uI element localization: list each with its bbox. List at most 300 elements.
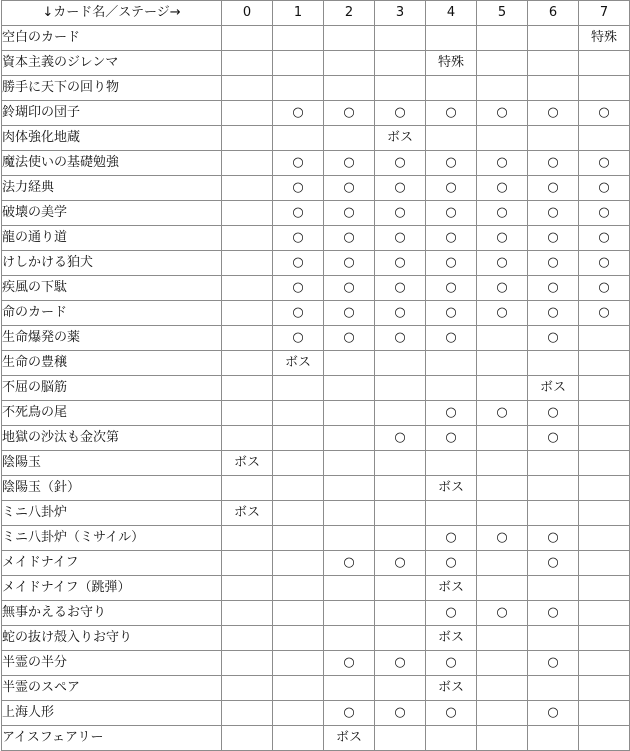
stage-cell: [273, 501, 324, 526]
stage-cell: ○: [426, 101, 477, 126]
stage-cell: ○: [528, 151, 579, 176]
card-name-cell: 陰陽玉: [2, 451, 222, 476]
stage-cell: [273, 451, 324, 476]
card-name-cell: 無事かえるお守り: [2, 601, 222, 626]
stage-cell: ○: [375, 701, 426, 726]
card-name-cell: 蛇の抜け殻入りお守り: [2, 626, 222, 651]
stage-cell: ○: [375, 651, 426, 676]
stage-cell: [579, 401, 630, 426]
stage-cell: [528, 76, 579, 101]
stage-cell: [579, 526, 630, 551]
stage-cell: [426, 376, 477, 401]
stage-header-0: 0: [222, 1, 273, 26]
stage-cell: ボス: [426, 626, 477, 651]
stage-cell: ○: [426, 226, 477, 251]
stage-cell: ○: [426, 426, 477, 451]
stage-cell: [375, 376, 426, 401]
stage-cell: [273, 601, 324, 626]
stage-cell: [222, 526, 273, 551]
stage-cell: [324, 501, 375, 526]
stage-cell: [477, 476, 528, 501]
card-stage-table: [1, 0, 630, 751]
card-name-cell: メイドナイフ: [2, 551, 222, 576]
stage-header-6: 6: [528, 1, 579, 26]
card-name-cell: 半霊のスペア: [2, 676, 222, 701]
stage-cell: [375, 576, 426, 601]
header-row: [2, 1, 630, 26]
stage-cell: [273, 51, 324, 76]
table-row: [2, 176, 630, 201]
stage-cell: [273, 376, 324, 401]
stage-cell: [528, 26, 579, 51]
table-row: [2, 301, 630, 326]
stage-cell: ○: [477, 226, 528, 251]
stage-cell: ○: [477, 251, 528, 276]
stage-cell: [426, 26, 477, 51]
stage-cell: ○: [426, 651, 477, 676]
stage-cell: [375, 626, 426, 651]
stage-cell: [426, 451, 477, 476]
table-row: [2, 401, 630, 426]
table-row: [2, 376, 630, 401]
card-name-cell: 半霊の半分: [2, 651, 222, 676]
stage-cell: [222, 376, 273, 401]
stage-cell: [477, 376, 528, 401]
stage-cell: [273, 426, 324, 451]
stage-cell: [477, 626, 528, 651]
stage-cell: [579, 426, 630, 451]
stage-cell: ○: [477, 401, 528, 426]
stage-cell: ○: [426, 601, 477, 626]
stage-cell: [579, 326, 630, 351]
table-row: [2, 101, 630, 126]
stage-cell: [222, 726, 273, 751]
stage-cell: [222, 701, 273, 726]
stage-cell: [222, 176, 273, 201]
stage-cell: [579, 126, 630, 151]
stage-cell: ○: [528, 526, 579, 551]
stage-cell: [528, 626, 579, 651]
stage-cell: [273, 26, 324, 51]
stage-cell: [477, 351, 528, 376]
stage-cell: [222, 651, 273, 676]
stage-cell: [324, 676, 375, 701]
stage-cell: ボス: [324, 726, 375, 751]
stage-cell: [222, 676, 273, 701]
stage-cell: ○: [324, 326, 375, 351]
stage-cell: ボス: [426, 676, 477, 701]
stage-cell: [579, 551, 630, 576]
stage-cell: [375, 676, 426, 701]
stage-cell: ○: [579, 276, 630, 301]
stage-cell: [222, 301, 273, 326]
table-row: [2, 126, 630, 151]
stage-cell: [375, 601, 426, 626]
table-row: [2, 526, 630, 551]
stage-cell: [477, 451, 528, 476]
card-name-cell: 鈴瑚印の団子: [2, 101, 222, 126]
stage-cell: [324, 26, 375, 51]
table-row: [2, 251, 630, 276]
stage-cell: [477, 51, 528, 76]
stage-cell: ○: [477, 276, 528, 301]
table-row: [2, 476, 630, 501]
card-name-cell: 空白のカード: [2, 26, 222, 51]
stage-cell: ○: [273, 201, 324, 226]
stage-cell: ○: [375, 301, 426, 326]
stage-cell: [477, 676, 528, 701]
table-row: [2, 151, 630, 176]
table-row: [2, 501, 630, 526]
stage-cell: ○: [273, 276, 324, 301]
stage-cell: ○: [426, 276, 477, 301]
stage-cell: [222, 401, 273, 426]
stage-cell: [324, 51, 375, 76]
stage-cell: [324, 76, 375, 101]
stage-cell: [477, 726, 528, 751]
stage-cell: [579, 601, 630, 626]
stage-cell: ○: [426, 551, 477, 576]
stage-cell: [528, 51, 579, 76]
card-name-cell: 陰陽玉（針）: [2, 476, 222, 501]
table-row: [2, 26, 630, 51]
stage-cell: [426, 351, 477, 376]
table-row: [2, 701, 630, 726]
stage-cell: ○: [579, 176, 630, 201]
stage-cell: [222, 76, 273, 101]
stage-header-3: 3: [375, 1, 426, 26]
stage-cell: [375, 351, 426, 376]
stage-cell: ○: [579, 301, 630, 326]
stage-cell: [375, 526, 426, 551]
stage-cell: [426, 501, 477, 526]
stage-cell: [222, 201, 273, 226]
stage-cell: [324, 351, 375, 376]
card-name-cell: 地獄の沙汰も金次第: [2, 426, 222, 451]
card-name-cell: ミニ八卦炉（ミサイル）: [2, 526, 222, 551]
stage-cell: [222, 26, 273, 51]
stage-cell: [426, 726, 477, 751]
stage-cell: [273, 551, 324, 576]
table-row: [2, 76, 630, 101]
stage-cell: [579, 451, 630, 476]
stage-cell: [222, 51, 273, 76]
stage-cell: [273, 126, 324, 151]
stage-cell: [222, 101, 273, 126]
stage-header-1: 1: [273, 1, 324, 26]
stage-cell: ○: [477, 101, 528, 126]
card-name-cell: 破壊の美学: [2, 201, 222, 226]
stage-cell: [324, 576, 375, 601]
table-row: [2, 726, 630, 751]
stage-cell: [477, 126, 528, 151]
stage-cell: ボス: [426, 576, 477, 601]
stage-cell: ○: [426, 526, 477, 551]
stage-cell: [579, 626, 630, 651]
stage-cell: [222, 151, 273, 176]
stage-cell: ボス: [426, 476, 477, 501]
stage-cell: ○: [426, 251, 477, 276]
stage-cell: ○: [426, 301, 477, 326]
stage-cell: [222, 351, 273, 376]
stage-cell: [273, 526, 324, 551]
card-name-cell: 魔法使いの基礎勉強: [2, 151, 222, 176]
stage-cell: ○: [273, 176, 324, 201]
stage-cell: [273, 576, 324, 601]
table-row: [2, 276, 630, 301]
stage-header-2: 2: [324, 1, 375, 26]
stage-cell: ○: [528, 226, 579, 251]
stage-cell: ○: [528, 326, 579, 351]
card-name-cell: 生命爆発の薬: [2, 326, 222, 351]
table-row: [2, 676, 630, 701]
stage-cell: [324, 376, 375, 401]
stage-cell: ボス: [222, 451, 273, 476]
stage-cell: [324, 451, 375, 476]
stage-cell: [477, 576, 528, 601]
stage-cell: [528, 501, 579, 526]
stage-cell: ○: [273, 301, 324, 326]
stage-cell: ○: [528, 101, 579, 126]
stage-cell: ○: [528, 551, 579, 576]
card-name-cell: 資本主義のジレンマ: [2, 51, 222, 76]
stage-cell: ○: [375, 251, 426, 276]
stage-cell: [222, 226, 273, 251]
stage-cell: [273, 76, 324, 101]
card-name-cell: ミニ八卦炉: [2, 501, 222, 526]
card-name-cell: 肉体強化地蔵: [2, 126, 222, 151]
stage-cell: ○: [579, 151, 630, 176]
stage-cell: [222, 626, 273, 651]
stage-cell: ○: [324, 651, 375, 676]
stage-cell: [477, 551, 528, 576]
stage-cell: [579, 351, 630, 376]
stage-cell: ○: [477, 601, 528, 626]
card-name-cell: メイドナイフ（跳弾）: [2, 576, 222, 601]
card-name-cell: 不死鳥の尾: [2, 401, 222, 426]
card-name-cell: 不屈の脳筋: [2, 376, 222, 401]
stage-cell: 特殊: [426, 51, 477, 76]
stage-cell: ○: [426, 151, 477, 176]
card-name-cell: けしかける狛犬: [2, 251, 222, 276]
stage-cell: ○: [477, 151, 528, 176]
table-row: [2, 326, 630, 351]
card-name-cell: 龍の通り道: [2, 226, 222, 251]
table-row: [2, 51, 630, 76]
stage-cell: ○: [528, 176, 579, 201]
stage-cell: [324, 426, 375, 451]
stage-cell: [222, 126, 273, 151]
stage-cell: ○: [579, 201, 630, 226]
stage-cell: [579, 726, 630, 751]
stage-cell: [324, 401, 375, 426]
stage-cell: [222, 576, 273, 601]
stage-cell: [222, 551, 273, 576]
stage-cell: ○: [426, 401, 477, 426]
stage-cell: ○: [324, 226, 375, 251]
stage-cell: ○: [324, 551, 375, 576]
stage-cell: [528, 451, 579, 476]
stage-cell: [273, 651, 324, 676]
stage-cell: [477, 26, 528, 51]
stage-cell: ○: [426, 701, 477, 726]
stage-cell: [528, 576, 579, 601]
stage-cell: [528, 126, 579, 151]
stage-cell: ○: [324, 276, 375, 301]
stage-cell: [426, 76, 477, 101]
stage-cell: ○: [528, 601, 579, 626]
stage-cell: ○: [375, 551, 426, 576]
stage-cell: ○: [528, 401, 579, 426]
stage-cell: [375, 476, 426, 501]
stage-cell: [273, 701, 324, 726]
stage-cell: [528, 351, 579, 376]
stage-cell: [324, 476, 375, 501]
table-row: [2, 576, 630, 601]
stage-cell: ○: [375, 176, 426, 201]
card-name-cell: アイスフェアリー: [2, 726, 222, 751]
card-name-cell: 勝手に天下の回り物: [2, 76, 222, 101]
stage-cell: [477, 701, 528, 726]
stage-cell: [222, 326, 273, 351]
stage-header-7: 7: [579, 1, 630, 26]
stage-cell: 特殊: [579, 26, 630, 51]
stage-cell: [477, 76, 528, 101]
header-corner-label: ↓カード名／ステージ→: [2, 1, 222, 26]
stage-cell: ○: [477, 526, 528, 551]
stage-cell: ボス: [528, 376, 579, 401]
stage-cell: ○: [273, 251, 324, 276]
card-name-cell: 法力経典: [2, 176, 222, 201]
stage-cell: ○: [426, 176, 477, 201]
stage-cell: [273, 401, 324, 426]
stage-cell: [579, 376, 630, 401]
stage-cell: [273, 726, 324, 751]
stage-cell: ○: [273, 226, 324, 251]
stage-cell: ○: [528, 651, 579, 676]
stage-cell: ○: [528, 301, 579, 326]
stage-cell: ○: [324, 251, 375, 276]
table-row: [2, 351, 630, 376]
stage-cell: [375, 51, 426, 76]
table-row: [2, 426, 630, 451]
stage-cell: [528, 476, 579, 501]
table-row: [2, 201, 630, 226]
stage-cell: ○: [324, 301, 375, 326]
stage-cell: ○: [273, 326, 324, 351]
stage-cell: ○: [528, 701, 579, 726]
stage-cell: [375, 501, 426, 526]
stage-cell: ○: [477, 301, 528, 326]
stage-cell: ○: [528, 201, 579, 226]
stage-cell: [477, 501, 528, 526]
stage-cell: [222, 476, 273, 501]
stage-cell: [222, 251, 273, 276]
stage-cell: [273, 676, 324, 701]
stage-cell: [375, 451, 426, 476]
stage-cell: [579, 651, 630, 676]
stage-cell: [273, 626, 324, 651]
stage-cell: [477, 426, 528, 451]
stage-cell: [579, 576, 630, 601]
stage-cell: [375, 726, 426, 751]
stage-header-4: 4: [426, 1, 477, 26]
stage-cell: [273, 476, 324, 501]
table-row: [2, 651, 630, 676]
card-name-cell: 命のカード: [2, 301, 222, 326]
stage-cell: ○: [528, 426, 579, 451]
stage-cell: [528, 676, 579, 701]
stage-cell: ○: [324, 101, 375, 126]
stage-cell: ○: [324, 701, 375, 726]
stage-cell: ○: [273, 101, 324, 126]
stage-cell: [477, 326, 528, 351]
stage-cell: ○: [324, 176, 375, 201]
stage-cell: [579, 701, 630, 726]
stage-cell: [324, 126, 375, 151]
stage-cell: ○: [273, 151, 324, 176]
table-row: [2, 601, 630, 626]
stage-cell: ○: [375, 276, 426, 301]
stage-cell: [222, 276, 273, 301]
stage-cell: ○: [375, 226, 426, 251]
stage-cell: [528, 726, 579, 751]
stage-cell: ○: [528, 251, 579, 276]
stage-cell: [222, 601, 273, 626]
card-name-cell: 生命の豊穣: [2, 351, 222, 376]
stage-cell: ○: [579, 226, 630, 251]
stage-cell: [324, 526, 375, 551]
stage-cell: ○: [579, 101, 630, 126]
stage-cell: ○: [477, 201, 528, 226]
stage-cell: [375, 76, 426, 101]
table-row: [2, 451, 630, 476]
stage-cell: [375, 26, 426, 51]
stage-cell: ○: [477, 176, 528, 201]
stage-cell: [426, 126, 477, 151]
stage-cell: ボス: [375, 126, 426, 151]
stage-cell: ボス: [273, 351, 324, 376]
stage-cell: ○: [375, 326, 426, 351]
card-name-cell: 疾風の下駄: [2, 276, 222, 301]
stage-cell: [579, 476, 630, 501]
stage-cell: [222, 426, 273, 451]
stage-cell: [324, 626, 375, 651]
stage-cell: ○: [324, 201, 375, 226]
stage-cell: [375, 401, 426, 426]
stage-cell: ○: [324, 151, 375, 176]
stage-header-5: 5: [477, 1, 528, 26]
table-row: [2, 551, 630, 576]
stage-cell: [579, 51, 630, 76]
stage-cell: ○: [375, 101, 426, 126]
stage-cell: [579, 76, 630, 101]
stage-cell: [477, 651, 528, 676]
card-name-cell: 上海人形: [2, 701, 222, 726]
stage-cell: [579, 501, 630, 526]
table-row: [2, 626, 630, 651]
stage-cell: ○: [375, 151, 426, 176]
stage-cell: ボス: [222, 501, 273, 526]
stage-cell: ○: [426, 326, 477, 351]
stage-cell: [579, 676, 630, 701]
stage-cell: [324, 601, 375, 626]
stage-cell: ○: [579, 251, 630, 276]
stage-cell: ○: [426, 201, 477, 226]
stage-cell: ○: [528, 276, 579, 301]
stage-cell: ○: [375, 426, 426, 451]
table-row: [2, 226, 630, 251]
